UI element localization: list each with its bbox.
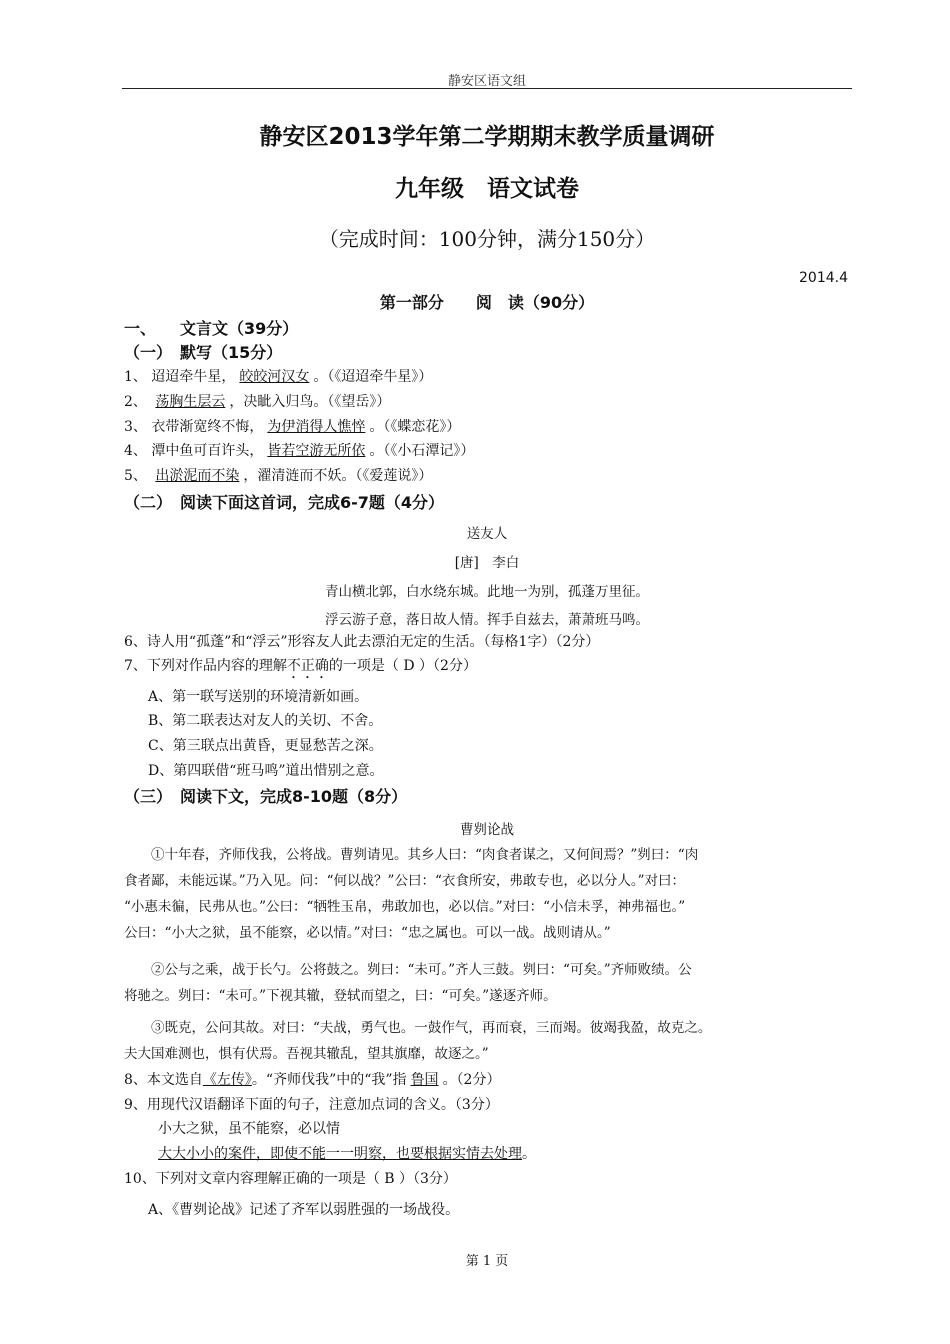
page-number: 第 1 页: [465, 1254, 509, 1269]
exam-date: 2014.4: [799, 270, 848, 286]
poem-author: [唐] 李白: [454, 555, 520, 571]
q7-option-c: C、第三联点出黄昏，更显愁苦之深。: [148, 738, 383, 754]
q10-option-a: A、《曹刿论战》记述了齐军以弱胜强的一场战役。: [148, 1202, 460, 1218]
dictation-item-5: 5、 出淤泥而不染 ，濯清涟而不妖。（《爱莲说》）: [124, 468, 433, 484]
section1-heading: 一、 文言文（39分）: [124, 319, 299, 338]
paragraph-3: ③既克，公问其故。对曰：“夫战，勇气也。一鼓作气，再而衰，三而竭。彼竭我盈，故克之。 夫大国难测也，惧有伏焉。吾视其辙乱，望其旗靡，故逐之。”: [124, 1020, 712, 1062]
poem-title: 送友人: [466, 526, 508, 542]
dictation-item-3: 3、 衣带渐宽终不悔， 为伊消得人憔悴 。（《蝶恋花》）: [124, 419, 461, 435]
q9-sentence: 小大之狱，虽不能察，必以情: [158, 1121, 340, 1137]
q7-option-d: D、第四联借“班马鸣”道出惜别之意。: [148, 763, 384, 779]
question-6: 6、诗人用“孤蓬”和“浮云”形容友人此去漂泊无定的生活。（每格1字）（2分）: [124, 634, 600, 650]
text-title: 曹刿论战: [460, 822, 514, 838]
paragraph-2: ②公与之乘，战于长勺。公将鼓之。刿曰：“未可。”齐人三鼓。刿曰：“可矣。”齐师败绩。公 将驰之。刿曰：“未可。”下视其辙，登轼而望之，曰：“可矣。”遂逐齐师。: [124, 962, 692, 1004]
question-9: 9、用现代汉语翻译下面的句子，注意加点词的含义。（3分）: [124, 1097, 499, 1113]
dictation-item-1: 1、 迢迢牵牛星， 皎皎河汉女 。（《迢迢牵牛星》）: [124, 369, 433, 385]
paragraph-1: ①十年春，齐师伐我，公将战。曹刿请见。其乡人曰：“肉食者谋之，又何间焉？”刿曰：“肉 食者鄙，未能远谋。”乃入见。问：“何以战？”公曰：“衣食所安，弗敢专也，必以分人。”对曰： “小惠未徧，民弗从也。”公曰：“牺牲玉帛，弗敢加也，必以信。”对曰：“小信未孚，神弗福也。” 公曰：“小大之狱，虽不能察，必以情。”对曰：“忠之属也。可以一战。战则请从。”: [124, 847, 699, 941]
q9-answer: 大大小小的案件，即使不能一一明察，也要根据实情去处理。: [158, 1146, 536, 1162]
poem-line-2: 浮云游子意，落日故人情。挥手自兹去，萧萧班马鸣。: [325, 612, 649, 628]
q7-option-a: A、第一联写送别的环境清新如画。: [148, 689, 369, 705]
exam-subtitle: 九年级 语文试卷: [395, 176, 579, 202]
sub1-heading: （一） 默写（15分）: [124, 343, 283, 362]
exam-time: （完成时间：100分钟，满分150分）: [318, 227, 656, 251]
exam-title: 静安区2013学年第二学期期末教学质量调研: [259, 124, 715, 150]
header-divider: [122, 88, 852, 89]
question-8: 8、本文选自《左传》。“齐师伐我”中的“我”指 鲁国 。（2分）: [124, 1072, 501, 1088]
page-header: 静安区语文组: [447, 74, 526, 89]
part1-heading: 第一部分 阅 读（90分）: [379, 293, 595, 312]
question-7: 7、下列对作品内容的理解不正确的一项是（ D ）（2分）: [124, 658, 477, 674]
q7-option-b: B、第二联表达对友人的关切、不舍。: [148, 713, 383, 729]
sub3-heading: （三） 阅读下文，完成8-10题（8分）: [124, 787, 408, 806]
dictation-item-4: 4、 潭中鱼可百许头， 皆若空游无所依 。（《小石潭记》）: [124, 443, 475, 459]
dictation-item-2: 2、 荡胸生层云 ，决眦入归鸟。（《望岳》）: [124, 394, 391, 410]
question-10: 10、下列对文章内容理解正确的一项是（ B ）（3分）: [124, 1171, 457, 1187]
sub2-heading: （二） 阅读下面这首词，完成6-7题（4分）: [124, 493, 445, 512]
poem-line-1: 青山横北郭，白水绕东城。此地一为别，孤蓬万里征。: [325, 584, 649, 600]
